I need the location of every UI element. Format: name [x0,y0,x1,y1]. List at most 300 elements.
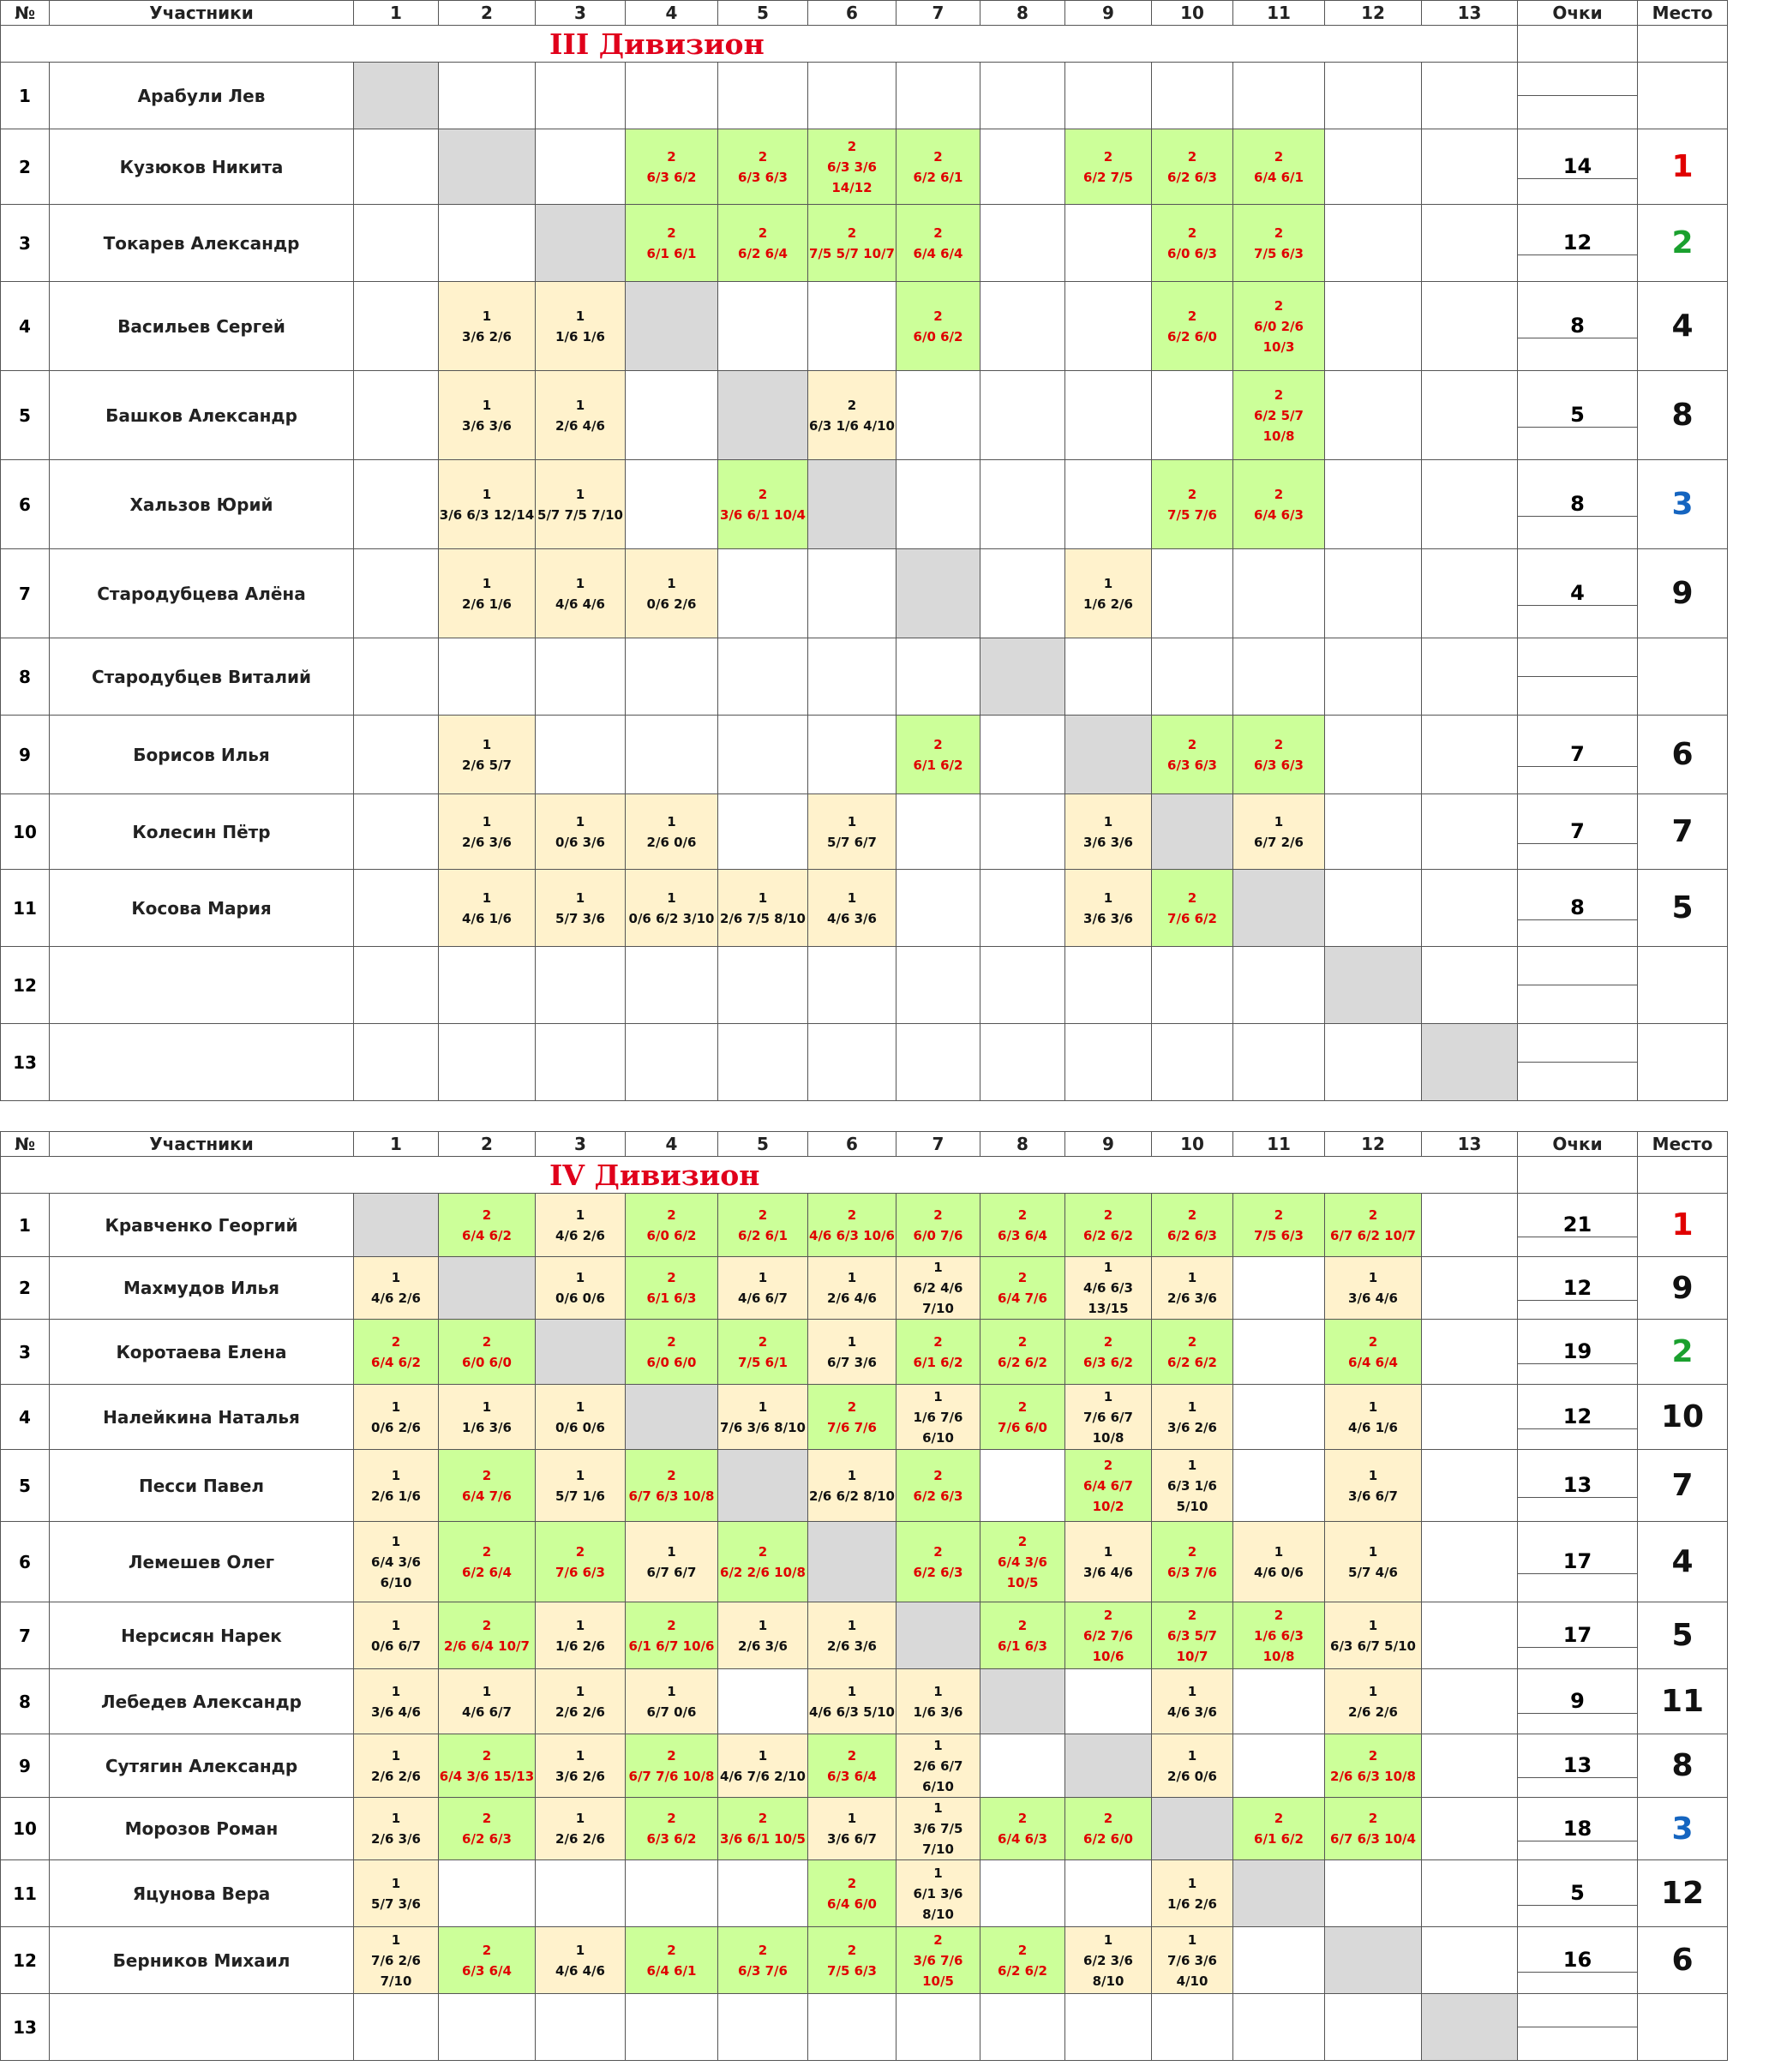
result-line: 5/7 6/7 [827,834,877,850]
result-line: 2 [1103,1207,1113,1223]
participant-row [1,1024,1728,1101]
win-result-cell [1325,1320,1422,1385]
result-line: 3/6 6/3 12/14 [439,506,535,523]
result-cell [354,638,439,716]
result-line: 0/6 3/6 [555,834,605,850]
result-line: 2 [933,1207,943,1223]
result-cell [536,947,626,1024]
result-cell [626,1994,718,2061]
result-cell [354,129,439,205]
participant-name: Кравченко Георгий [50,1194,354,1257]
result-line: 6/4 7/6 [998,1291,1047,1306]
result-line: 6/4 6/7 [1083,1477,1133,1494]
result-line: 1 [482,397,492,413]
result-line: 6/3 3/6 [827,159,877,175]
loss-result-cell [1065,1385,1152,1450]
result-cell [1422,371,1518,460]
result-line: 2 [667,1942,676,1958]
participant-name: Сутягин Александр [50,1734,354,1798]
participant-row [1,371,1728,460]
result-line: 1/6 2/6 [1167,1895,1217,1912]
result-cell [1325,371,1422,460]
result-line: 4/6 1/6 [1348,1419,1398,1435]
result-cell [1422,1734,1518,1798]
row-number: 12 [1,1927,50,1994]
result-line: 4/6 2/6 [371,1291,421,1306]
result-line: 2 [482,1747,492,1764]
result-line: 6/2 6/3 [462,1831,512,1847]
points-value: 17 [1518,1549,1637,1574]
win-result-cell [354,1320,439,1385]
loss-result-cell [1325,1669,1422,1734]
win-result-cell [626,1798,718,1860]
result-line: 1 [667,813,676,829]
row-number: 10 [1,1798,50,1860]
points-value: 7 [1518,819,1637,844]
loss-result-cell [536,1927,626,1994]
result-line: 4/6 6/3 10/6 [809,1227,895,1243]
loss-result-cell [808,1450,896,1522]
result-line: 2 [933,308,943,324]
points-wrapper [1518,1276,1637,1301]
result-line: 7/6 6/2 [1167,910,1217,926]
win-result-cell [626,1734,718,1798]
loss-result-cell [536,549,626,638]
participant-row [1,1522,1728,1602]
points-cell [1518,638,1638,716]
result-cell [1065,1860,1152,1927]
result-cell [354,1994,439,2061]
header-col-10: 10 [1152,1132,1233,1157]
result-line: 7/5 6/3 [1254,245,1304,261]
win-result-cell [808,205,896,282]
win-result-cell [1152,205,1233,282]
result-line: 1 [667,575,676,591]
header-place: Место [1638,1,1728,26]
result-cell [1422,1602,1518,1669]
result-line: 1 [575,1398,585,1415]
win-result-cell [980,1798,1065,1860]
loss-result-cell [536,1669,626,1734]
row-number: 3 [1,205,50,282]
result-line: 6/0 7/6 [913,1227,963,1243]
result-line: 8/10 [922,1906,954,1922]
points-cell [1518,63,1638,129]
win-result-cell [980,1927,1065,1994]
result-line: 2 [667,1207,676,1223]
participant-name: Налейкина Наталья [50,1385,354,1450]
result-cell [626,63,718,129]
place-value [1638,947,1728,1024]
result-cell [718,638,808,716]
row-number: 9 [1,1734,50,1798]
points-value: 8 [1518,895,1637,920]
row-number: 8 [1,638,50,716]
points-cell [1518,282,1638,371]
loss-result-cell [439,460,536,549]
row-number: 12 [1,947,50,1024]
result-cell [980,716,1065,794]
points-cell [1518,1994,1638,2061]
result-line: 5/7 1/6 [555,1488,605,1504]
result-line: 1 [1274,1543,1284,1560]
points-value [1518,1062,1637,1063]
division-title-row [1,1157,1728,1194]
result-cell [1422,460,1518,549]
result-line: 2 [1368,1811,1378,1826]
result-line: 6/1 6/2 [913,757,963,773]
result-line: 1 [847,1270,857,1285]
loss-result-cell [439,1385,536,1450]
loss-result-cell [536,1734,626,1798]
result-line: 2 [1274,1811,1284,1826]
points-cell [1518,549,1638,638]
loss-result-cell [1233,1522,1325,1602]
result-cell [896,638,980,716]
self-match-cell [896,549,980,638]
result-cell [1065,947,1152,1024]
result-line: 3/6 6/7 [1348,1488,1398,1504]
self-match-cell [1233,1860,1325,1927]
result-line: 2 [1368,1747,1378,1764]
header-place: Место [1638,1132,1728,1157]
loss-result-cell [1152,1450,1233,1522]
result-line: 1 [482,889,492,906]
points-cell [1518,1669,1638,1734]
result-cell [354,794,439,870]
loss-result-cell [1152,1385,1233,1450]
division-title: IV Дивизион [549,1158,760,1192]
row-number: 4 [1,282,50,371]
self-match-cell [536,1320,626,1385]
result-line: 6/7 0/6 [646,1704,697,1720]
result-line: 6/7 6/3 10/4 [1330,1831,1416,1847]
loss-result-cell [808,1798,896,1860]
result-line: 1 [575,1811,585,1826]
header-col-4: 4 [626,1132,718,1157]
result-cell [1422,947,1518,1024]
result-cell [980,1994,1065,2061]
result-line: 6/2 6/2 [1167,1354,1217,1370]
points-value: 8 [1518,492,1637,517]
loss-result-cell [896,1257,980,1320]
points-value: 8 [1518,314,1637,338]
result-cell [718,947,808,1024]
result-line: 1 [1187,1270,1197,1285]
result-line: 1/6 2/6 [1083,596,1133,612]
result-cell [1325,1860,1422,1927]
result-line: 7/5 5/7 10/7 [809,245,895,261]
result-cell [1065,371,1152,460]
row-number: 7 [1,549,50,638]
result-line: 7/6 3/6 4/10 [1167,1952,1217,1989]
result-line: 1 [482,1683,492,1699]
points-value: 14 [1518,154,1637,179]
self-match-cell [1325,1927,1422,1994]
win-result-cell [980,1194,1065,1257]
result-cell [980,1024,1065,1101]
result-cell [1233,638,1325,716]
win-result-cell [718,205,808,282]
result-cell [439,63,536,129]
result-line: 1 [482,1398,492,1415]
result-line: 2/6 3/6 [371,1831,421,1847]
result-cell [1152,549,1233,638]
header-points: Очки [1518,1,1638,26]
result-cell [1422,1194,1518,1257]
result-cell [626,1860,718,1927]
self-match-cell [354,63,439,129]
result-line: 1 [482,486,492,502]
loss-result-cell [1152,1257,1233,1320]
result-cell [980,460,1065,549]
result-line: 1 [1187,1875,1197,1891]
participant-name: Берников Михаил [50,1927,354,1994]
row-number: 4 [1,1385,50,1450]
participant-row [1,1798,1728,1860]
result-line: 4/6 6/3 5/10 [809,1704,895,1720]
points-cell [1518,1024,1638,1101]
participant-name: Морозов Роман [50,1798,354,1860]
result-cell [1233,1994,1325,2061]
result-line: 4/6 7/6 2/10 [720,1768,806,1784]
result-line: 6/3 6/2 [646,169,697,185]
place-value: 10 [1638,1385,1728,1450]
loss-result-cell [1152,1860,1233,1927]
result-line: 6/3 6/3 [1254,757,1304,773]
result-line: 2 [482,1617,492,1633]
result-line: 1 [575,1467,585,1483]
result-line: 2 [1187,1543,1197,1560]
row-number: 1 [1,1194,50,1257]
result-line: 2 [758,225,768,241]
self-match-cell [1152,794,1233,870]
result-line: 1 [758,1398,768,1415]
result-line: 2 [1103,148,1113,165]
result-cell [1065,638,1152,716]
result-line: 2 [847,397,857,413]
result-cell [626,460,718,549]
place-value: 7 [1638,1450,1728,1522]
result-cell [1422,129,1518,205]
result-cell [1233,63,1325,129]
result-cell [1152,1024,1233,1101]
result-cell [1325,1994,1422,2061]
result-line: 2 [391,1333,401,1350]
participant-name: Махмудов Илья [50,1257,354,1320]
place-value: 9 [1638,1257,1728,1320]
place-value: 3 [1638,460,1728,549]
result-line: 6/3 6/3 [738,169,788,185]
participant-row [1,947,1728,1024]
result-line: 6/4 3/6 15/13 [439,1768,535,1784]
self-match-cell [718,371,808,460]
result-line: 6/7 3/6 [827,1354,877,1370]
header-col-6: 6 [808,1132,896,1157]
points-value: 16 [1518,1948,1637,1973]
result-line: 2/6 0/6 [1167,1768,1217,1784]
points-wrapper [1518,1881,1637,1906]
row-number: 2 [1,129,50,205]
result-cell [1422,1522,1518,1602]
result-line: 7/5 7/6 [1167,506,1217,523]
win-result-cell [718,1798,808,1860]
result-cell [1325,794,1422,870]
win-result-cell [1233,1602,1325,1669]
title-place-cell [1638,26,1728,63]
result-cell [1422,1927,1518,1994]
win-result-cell [896,1194,980,1257]
header-col-12: 12 [1325,1132,1422,1157]
loss-result-cell [1325,1522,1422,1602]
win-result-cell [1152,1194,1233,1257]
title-points-cell [1518,1157,1638,1194]
result-line: 1 [575,1942,585,1958]
result-line: 6/2 6/1 [913,169,963,185]
place-value: 1 [1638,1194,1728,1257]
result-cell [718,794,808,870]
win-result-cell [1065,1450,1152,1522]
result-cell [1152,1994,1233,2061]
loss-result-cell [536,282,626,371]
points-cell [1518,1385,1638,1450]
result-line: 6/3 6/2 [646,1831,697,1847]
result-line: 2 [758,1942,768,1958]
header-col-4: 4 [626,1,718,26]
result-line: 1 [1187,1683,1197,1699]
participant-name: Лебедев Александр [50,1669,354,1734]
result-cell [1422,638,1518,716]
result-line: 1 [1368,1683,1378,1699]
result-line: 2 [1274,148,1284,165]
result-cell [354,549,439,638]
result-line: 6/2 3/6 [1083,1952,1133,1968]
loss-result-cell [1065,1257,1152,1320]
result-line: 6/2 7/6 [1083,1627,1133,1644]
points-cell [1518,1798,1638,1860]
win-result-cell [718,1522,808,1602]
self-match-cell [626,282,718,371]
result-line: 6/3 6/4 [998,1227,1047,1243]
result-line: 2 [482,1333,492,1350]
result-cell [439,1024,536,1101]
result-line: 6/4 3/6 [998,1554,1047,1570]
loss-result-cell [536,1798,626,1860]
result-line: 6/2 6/3 [1167,169,1217,185]
participant-name [50,1994,354,2061]
result-line: 2 [758,1543,768,1560]
loss-result-cell [1233,794,1325,870]
header-col-7: 7 [896,1132,980,1157]
result-line: 1 [1187,1931,1197,1948]
result-cell [1233,1927,1325,1994]
result-line: 2 [667,1333,676,1350]
points-value: 19 [1518,1339,1637,1364]
result-line: 2/6 6/2 8/10 [809,1488,895,1504]
division-title: III Дивизион [549,27,765,61]
participant-name [50,947,354,1024]
participant-name: Стародубцев Виталий [50,638,354,716]
result-cell [980,129,1065,205]
points-cell [1518,1927,1638,1994]
result-line: 1 [933,1865,943,1881]
points-cell [1518,716,1638,794]
participant-row [1,1734,1728,1798]
result-line: 0/6 2/6 [371,1419,421,1435]
win-result-cell [439,1320,536,1385]
result-line: 6/3 6/2 [1083,1354,1133,1370]
loss-result-cell [536,1194,626,1257]
place-value: 6 [1638,716,1728,794]
participant-name: Лемешев Олег [50,1522,354,1602]
result-line: 3/6 3/6 [1083,910,1133,926]
result-line: 6/2 6/0 [1167,328,1217,344]
win-result-cell [808,1860,896,1927]
result-cell [1422,282,1518,371]
result-line: 2 [933,1467,943,1483]
loss-result-cell [536,1385,626,1450]
result-line: 2 [1368,1333,1378,1350]
result-line: 10/6 [1092,1648,1124,1664]
participant-row [1,1927,1728,1994]
points-wrapper [1518,1948,1637,1973]
result-line: 2 [758,1811,768,1826]
result-line: 2 [758,486,768,502]
division-4-table [0,1131,1728,2061]
place-value: 3 [1638,1798,1728,1860]
points-wrapper [1518,1062,1637,1063]
result-line: 1 [575,1747,585,1764]
self-match-cell [808,1522,896,1602]
row-number: 10 [1,794,50,870]
result-cell [1422,63,1518,129]
points-value: 13 [1518,1753,1637,1778]
result-line: 6/3 7/6 [1167,1564,1217,1580]
result-cell [536,716,626,794]
result-line: 2 [482,1811,492,1826]
participant-row [1,794,1728,870]
win-result-cell [1233,282,1325,371]
loss-result-cell [626,1669,718,1734]
result-cell [354,205,439,282]
place-value: 4 [1638,1522,1728,1602]
result-line: 1 [847,1811,857,1826]
result-line: 2 [1103,1811,1113,1826]
win-result-cell [896,205,980,282]
place-value: 8 [1638,371,1728,460]
result-line: 1 [667,889,676,906]
result-line: 6/3 6/4 [462,1962,512,1979]
place-value [1638,63,1728,129]
result-line: 2 [933,1931,943,1948]
loss-result-cell [354,1860,439,1927]
header-no: № [1,1132,50,1157]
loss-result-cell [536,870,626,947]
result-line: 1 [847,1333,857,1350]
result-line: 6/4 3/6 [371,1554,421,1570]
result-cell [980,282,1065,371]
result-cell [808,638,896,716]
points-value: 17 [1518,1623,1637,1648]
result-line: 2 [667,1747,676,1764]
loss-result-cell [808,371,896,460]
result-line: 7/5 6/3 [827,1962,877,1979]
division-title-row [1,26,1728,63]
participant-row [1,1860,1728,1927]
result-line: 10/8 [1262,1648,1295,1664]
participant-row [1,63,1728,129]
result-line: 2 [847,1875,857,1891]
